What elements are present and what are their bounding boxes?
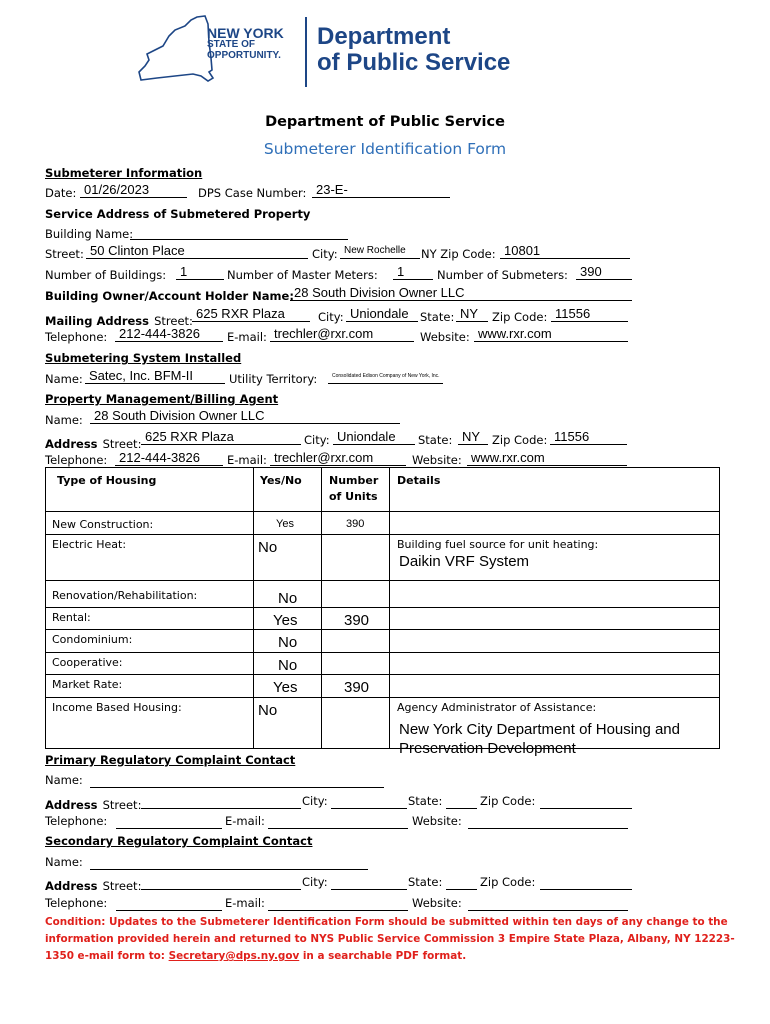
- system-heading: Submetering System Installed: [45, 351, 242, 365]
- street-label: Street:: [45, 247, 84, 261]
- agent-email-field[interactable]: trechler@rxr.com: [270, 451, 406, 466]
- building-name-field[interactable]: [130, 225, 348, 240]
- building-name-label: Building Name:: [45, 227, 134, 241]
- system-name-label: Name:: [45, 372, 83, 386]
- secondary-address-label: [45, 875, 141, 894]
- submeterer-heading: Submeterer Information: [45, 166, 203, 180]
- secondary-city-label: City:: [302, 875, 328, 889]
- utility-territory-field[interactable]: Consolidated Edison Company of New York, Inc.: [328, 369, 443, 384]
- primary-website-field[interactable]: [468, 814, 628, 829]
- agent-name-label: Name:: [45, 413, 83, 427]
- primary-email-label: E-mail:: [225, 814, 265, 828]
- master-meters-field[interactable]: 1: [393, 265, 433, 280]
- owner-state-field[interactable]: NY: [456, 307, 488, 322]
- form-subtitle: Submeterer Identification Form: [263, 140, 507, 158]
- agent-state-label: State:: [418, 433, 453, 447]
- row-label-rental: Rental:: [52, 611, 91, 624]
- owner-email-label: E-mail:: [227, 330, 267, 344]
- secondary-name-field[interactable]: [90, 855, 368, 870]
- owner-state-label: State:: [420, 310, 455, 324]
- header-yesno: Yes/No: [260, 474, 302, 487]
- agent-city-field[interactable]: Uniondale: [333, 430, 415, 445]
- owner-email-field[interactable]: trechler@rxr.com: [270, 327, 414, 342]
- logo-divider: [305, 17, 307, 87]
- new-york-state-map-icon: [135, 14, 215, 92]
- mailing-address-label: Mailing Address: [45, 314, 149, 328]
- primary-name-label: Name:: [45, 773, 83, 787]
- utility-territory-label: Utility Territory:: [229, 372, 318, 386]
- buildings-field[interactable]: 1: [176, 265, 224, 280]
- owner-website-field[interactable]: www.rxr.com: [474, 327, 628, 342]
- primary-contact-heading: Primary Regulatory Complaint Contact: [45, 753, 296, 767]
- header-units-2: of Units: [329, 490, 378, 503]
- owner-website-label: Website:: [420, 330, 470, 344]
- row-yesno-electric-heat[interactable]: No: [258, 539, 278, 556]
- primary-email-field[interactable]: [268, 814, 408, 829]
- dps-logo: [135, 14, 535, 104]
- secondary-email-label: E-mail:: [225, 896, 265, 910]
- form-title: Department of Public Service: [265, 114, 505, 130]
- fuel-source-label: Building fuel source for unit heating:: [397, 538, 599, 551]
- owner-name-field[interactable]: 28 South Division Owner LLC: [290, 286, 632, 301]
- agent-street-field[interactable]: 625 RXR Plaza: [141, 430, 301, 445]
- housing-table: [45, 467, 720, 757]
- service-zip-field[interactable]: 10801: [500, 244, 630, 259]
- primary-phone-label: Telephone:: [45, 814, 108, 828]
- service-address-heading: Service Address of Submetered Property: [45, 207, 311, 221]
- fuel-source-field[interactable]: Daikin VRF System: [399, 553, 530, 570]
- owner-street-field[interactable]: 625 RXR Plaza: [192, 307, 310, 322]
- owner-heading: Building Owner/Account Holder Name:: [45, 289, 294, 303]
- primary-street-field[interactable]: [141, 794, 301, 809]
- secretary-email-link[interactable]: Secretary@dps.ny.gov: [168, 950, 300, 962]
- owner-city-label: City:: [318, 310, 344, 324]
- primary-state-field[interactable]: [446, 794, 477, 809]
- agent-heading: Property Management/Billing Agent: [45, 392, 279, 406]
- agency-value-line-1: New York City Department of Housing and: [399, 721, 680, 738]
- primary-city-field[interactable]: [331, 794, 407, 809]
- condition-notice: [45, 914, 735, 965]
- row-label-new-construction: New Construction:: [52, 518, 154, 531]
- row-label-electric-heat: Electric Heat:: [52, 538, 127, 551]
- dept-line-2: of Public Service: [317, 49, 511, 77]
- agent-street-label: Street:: [102, 437, 142, 451]
- row-yesno-renovation[interactable]: No: [278, 590, 298, 607]
- secondary-state-field[interactable]: [446, 875, 477, 890]
- system-name-field[interactable]: Satec, Inc. BFM-II: [85, 369, 225, 384]
- dept-line-1: Department: [317, 23, 451, 50]
- row-units-market-rate[interactable]: 390: [344, 679, 370, 696]
- agency-field[interactable]: [399, 720, 717, 757]
- secondary-zip-field[interactable]: [540, 875, 632, 890]
- date-label: Date:: [45, 186, 77, 200]
- secondary-phone-label: Telephone:: [45, 896, 108, 910]
- row-label-condominium: Condominium:: [52, 633, 133, 646]
- ny-line-3: OPPORTUNITY.: [207, 49, 281, 61]
- owner-zip-field[interactable]: 11556: [551, 307, 628, 322]
- owner-street-label: Street:: [154, 314, 193, 328]
- row-label-income-based: Income Based Housing:: [52, 701, 182, 714]
- header-units-1: Number: [329, 474, 379, 487]
- agency-label: Agency Administrator of Assistance:: [397, 701, 597, 714]
- row-yesno-market-rate[interactable]: Yes: [273, 679, 298, 696]
- ny-line-1: NEW YORK: [207, 25, 284, 41]
- agent-city-label: City:: [304, 433, 330, 447]
- secondary-address-bold: Address: [45, 879, 98, 893]
- secondary-state-label: State:: [408, 875, 443, 889]
- owner-city-field[interactable]: Uniondale: [346, 307, 418, 322]
- header-type: Type of Housing: [57, 474, 157, 487]
- secondary-city-field[interactable]: [331, 875, 407, 890]
- agent-name-field[interactable]: 28 South Division Owner LLC: [90, 409, 400, 424]
- owner-phone-label: Telephone:: [45, 330, 108, 344]
- primary-address-bold: Address: [45, 798, 98, 812]
- secondary-zip-label: Zip Code:: [480, 875, 536, 889]
- primary-name-field[interactable]: [90, 773, 384, 788]
- secondary-street-field[interactable]: [141, 875, 301, 890]
- agent-address-bold: Address: [45, 437, 98, 451]
- primary-zip-label: Zip Code:: [480, 794, 536, 808]
- row-label-cooperative: Cooperative:: [52, 656, 123, 669]
- agent-email-label: E-mail:: [227, 453, 267, 467]
- agency-value-line-2: Preservation Development: [399, 740, 576, 757]
- agent-zip-label: Zip Code:: [492, 433, 548, 447]
- buildings-label: Number of Buildings:: [45, 268, 167, 282]
- primary-zip-field[interactable]: [540, 794, 632, 809]
- condition-text: Condition: Updates to the Submeterer Identification Form should be submitted within ten days of any change to the information provided herein and returned to NYS Public Service Commission 3 Empire State Plaza, Albany, NY 12223-1350 e-mail form to:: [45, 916, 735, 962]
- row-units-rental[interactable]: 390: [344, 612, 370, 629]
- agent-phone-label: Telephone:: [45, 453, 108, 467]
- secondary-street-label: Street:: [102, 879, 142, 893]
- service-city-field[interactable]: New Rochelle: [340, 244, 420, 259]
- row-label-market-rate: Market Rate:: [52, 678, 123, 691]
- secondary-website-label: Website:: [412, 896, 462, 910]
- service-street-field[interactable]: 50 Clinton Place: [86, 244, 308, 259]
- agent-state-field[interactable]: NY: [458, 430, 488, 445]
- agent-website-label: Website:: [412, 453, 462, 467]
- primary-website-label: Website:: [412, 814, 462, 828]
- agent-phone-field[interactable]: 212-444-3826: [115, 451, 223, 466]
- ny-wordmark: [207, 26, 284, 61]
- secondary-contact-heading: Secondary Regulatory Complaint Contact: [45, 834, 313, 848]
- row-yesno-rental[interactable]: Yes: [273, 612, 298, 629]
- submeters-label: Number of Submeters:: [437, 268, 568, 282]
- row-yesno-condominium[interactable]: No: [278, 634, 298, 651]
- master-meters-label: Number of Master Meters:: [227, 268, 378, 282]
- primary-state-label: State:: [408, 794, 443, 808]
- condition-suffix: in a searchable PDF format.: [299, 950, 467, 962]
- dept-wordmark: [317, 24, 510, 77]
- ny-zip-label: NY Zip Code:: [421, 247, 496, 261]
- agent-zip-field[interactable]: 11556: [550, 430, 627, 445]
- secondary-phone-field[interactable]: [116, 896, 222, 911]
- secondary-website-field[interactable]: [468, 896, 628, 911]
- row-units-new-construction[interactable]: 390: [346, 518, 365, 530]
- row-yesno-cooperative[interactable]: No: [278, 657, 298, 674]
- case-number-label: DPS Case Number:: [198, 186, 307, 200]
- owner-phone-field[interactable]: 212-444-3826: [115, 327, 223, 342]
- submeters-field[interactable]: 390: [576, 265, 632, 280]
- city-label: City:: [312, 247, 338, 261]
- primary-street-label: Street:: [102, 798, 142, 812]
- primary-city-label: City:: [302, 794, 328, 808]
- row-yesno-income-based[interactable]: No: [258, 702, 278, 719]
- header-details: Details: [397, 474, 441, 487]
- date-field[interactable]: 01/26/2023: [80, 183, 187, 198]
- ny-line-2: STATE OF: [207, 39, 255, 50]
- agent-website-field[interactable]: www.rxr.com: [467, 451, 627, 466]
- case-number-field[interactable]: 23-E-: [312, 183, 450, 198]
- secondary-email-field[interactable]: [268, 896, 408, 911]
- row-yesno-new-construction[interactable]: Yes: [276, 518, 294, 530]
- owner-zip-label: Zip Code:: [492, 310, 548, 324]
- secondary-name-label: Name:: [45, 855, 83, 869]
- primary-address-label: [45, 794, 141, 813]
- row-label-renovation: Renovation/Rehabilitation:: [52, 589, 198, 602]
- primary-phone-field[interactable]: [116, 814, 222, 829]
